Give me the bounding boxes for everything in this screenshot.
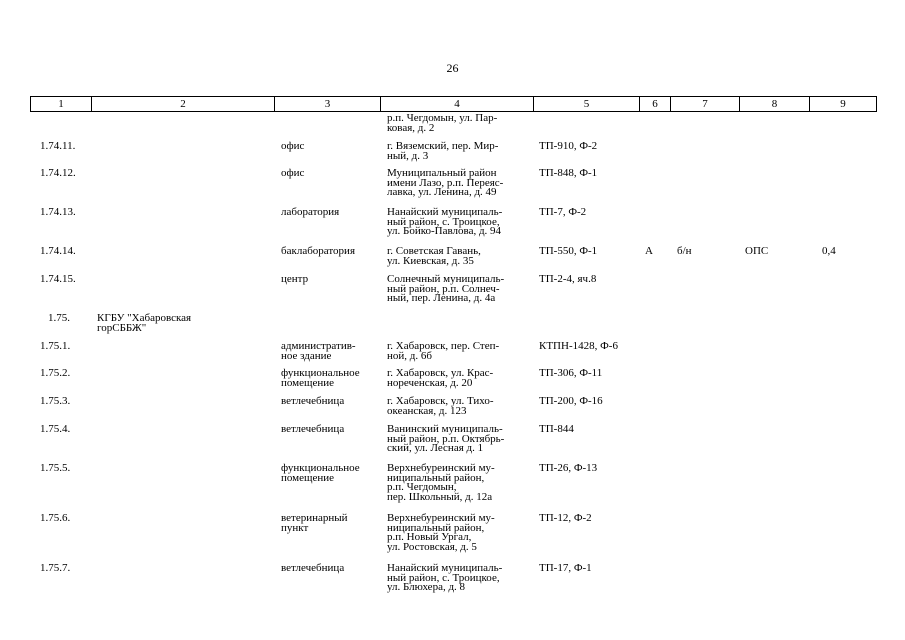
- substation: ТП-26, Ф-13: [539, 462, 598, 474]
- column-header-row: [31, 97, 877, 112]
- row-number: 1.74.14.: [40, 245, 76, 257]
- column-header: 2: [92, 97, 275, 112]
- row-number: 1.75.1.: [40, 340, 71, 352]
- address: г. Хабаровск, пер. Степ- ной, д. 6б: [387, 340, 500, 362]
- column-header: 1: [31, 97, 92, 112]
- column-header: 8: [740, 97, 810, 112]
- column-header: 6: [640, 97, 671, 112]
- address: Ванинский муниципаль- ный район, р.п. Октябрь- ский, ул. Лесная д. 1: [387, 423, 505, 455]
- address: Муниципальный район имени Лазо, р.п. Переяс- лавка, ул. Ленина, д. 49: [387, 167, 504, 199]
- object-type: функциональное помещение: [281, 367, 360, 389]
- substation: ТП-12, Ф-2: [539, 512, 592, 524]
- column-header: 7: [671, 97, 740, 112]
- object-type: ветлечебница: [281, 423, 345, 435]
- row-number: 1.75.7.: [40, 562, 71, 574]
- substation: ТП-7, Ф-2: [539, 206, 587, 218]
- row-number: 1.75.5.: [40, 462, 71, 474]
- row-number: 1.74.15.: [40, 273, 76, 285]
- address: Верхнебуреинский му- ниципальный район, р.п. Новый Ургал, ул. Ростовская, д. 5: [387, 512, 495, 553]
- column-7-value: б/н: [677, 245, 692, 257]
- substation: ТП-550, Ф-1: [539, 245, 598, 257]
- address: Верхнебуреинский му- ниципальный район, р.п. Чегдомын, пер. Школьный, д. 12а: [387, 462, 495, 503]
- object-type: офис: [281, 140, 305, 152]
- column-header: 3: [275, 97, 381, 112]
- substation: ТП-306, Ф-11: [539, 367, 603, 379]
- column-header: 4: [381, 97, 534, 112]
- row-number: 1.75.3.: [40, 395, 71, 407]
- column-header: 9: [810, 97, 877, 112]
- row-number: 1.75.2.: [40, 367, 71, 379]
- page-number: 26: [446, 61, 459, 75]
- address: Нанайский муниципаль- ный район, с. Троицкое, ул. Бойко-Павлова, д. 94: [387, 206, 503, 238]
- row-number: 1.75.4.: [40, 423, 71, 435]
- object-type: офис: [281, 167, 305, 179]
- object-type: ветеринарный пункт: [281, 512, 348, 534]
- substation: ТП-910, Ф-2: [539, 140, 598, 152]
- column-6-value: А: [645, 245, 653, 257]
- substation: ТП-2-4, яч.8: [539, 273, 597, 285]
- object-type: ветлечебница: [281, 395, 345, 407]
- object-type: баклаборатория: [281, 245, 355, 257]
- substation: ТП-848, Ф-1: [539, 167, 598, 179]
- object-type: функциональное помещение: [281, 462, 360, 484]
- object-type: административ- ное здание: [281, 340, 356, 362]
- object-type: ветлечебница: [281, 562, 345, 574]
- substation: ТП-17, Ф-1: [539, 562, 592, 574]
- address: г. Вяземский, пер. Мир- ный, д. 3: [387, 140, 499, 162]
- column-header-table: [30, 96, 877, 112]
- object-type: центр: [281, 273, 309, 285]
- substation: ТП-844: [539, 423, 574, 435]
- object-type: лаборатория: [281, 206, 340, 218]
- row-number: 1.75.: [48, 312, 70, 324]
- substation: ТП-200, Ф-16: [539, 395, 603, 407]
- address: г. Советская Гавань, ул. Киевская, д. 35: [387, 245, 481, 267]
- address: Солнечный муниципаль- ный район, р.п. Солнеч- ный, пер. Ленина, д. 4а: [387, 273, 505, 305]
- row-number: 1.74.13.: [40, 206, 76, 218]
- row-number: 1.75.6.: [40, 512, 71, 524]
- row-number: 1.74.12.: [40, 167, 76, 179]
- address: г. Хабаровск, ул. Крас- нореченская, д. 20: [387, 367, 494, 389]
- column-9-value: 0,4: [822, 245, 836, 257]
- substation: КТПН-1428, Ф-6: [539, 340, 618, 352]
- column-8-value: ОПС: [745, 245, 769, 257]
- column-header: 5: [534, 97, 640, 112]
- address: р.п. Чегдомын, ул. Пар- ковая, д. 2: [387, 112, 498, 134]
- row-number: 1.74.11.: [40, 140, 76, 152]
- address: Нанайский муниципаль- ный район, с. Троицкое, ул. Блюхера, д. 8: [387, 562, 503, 594]
- address: г. Хабаровск, ул. Тихо- океанская, д. 123: [387, 395, 494, 417]
- organization: КГБУ "Хабаровская горСББЖ": [97, 312, 192, 334]
